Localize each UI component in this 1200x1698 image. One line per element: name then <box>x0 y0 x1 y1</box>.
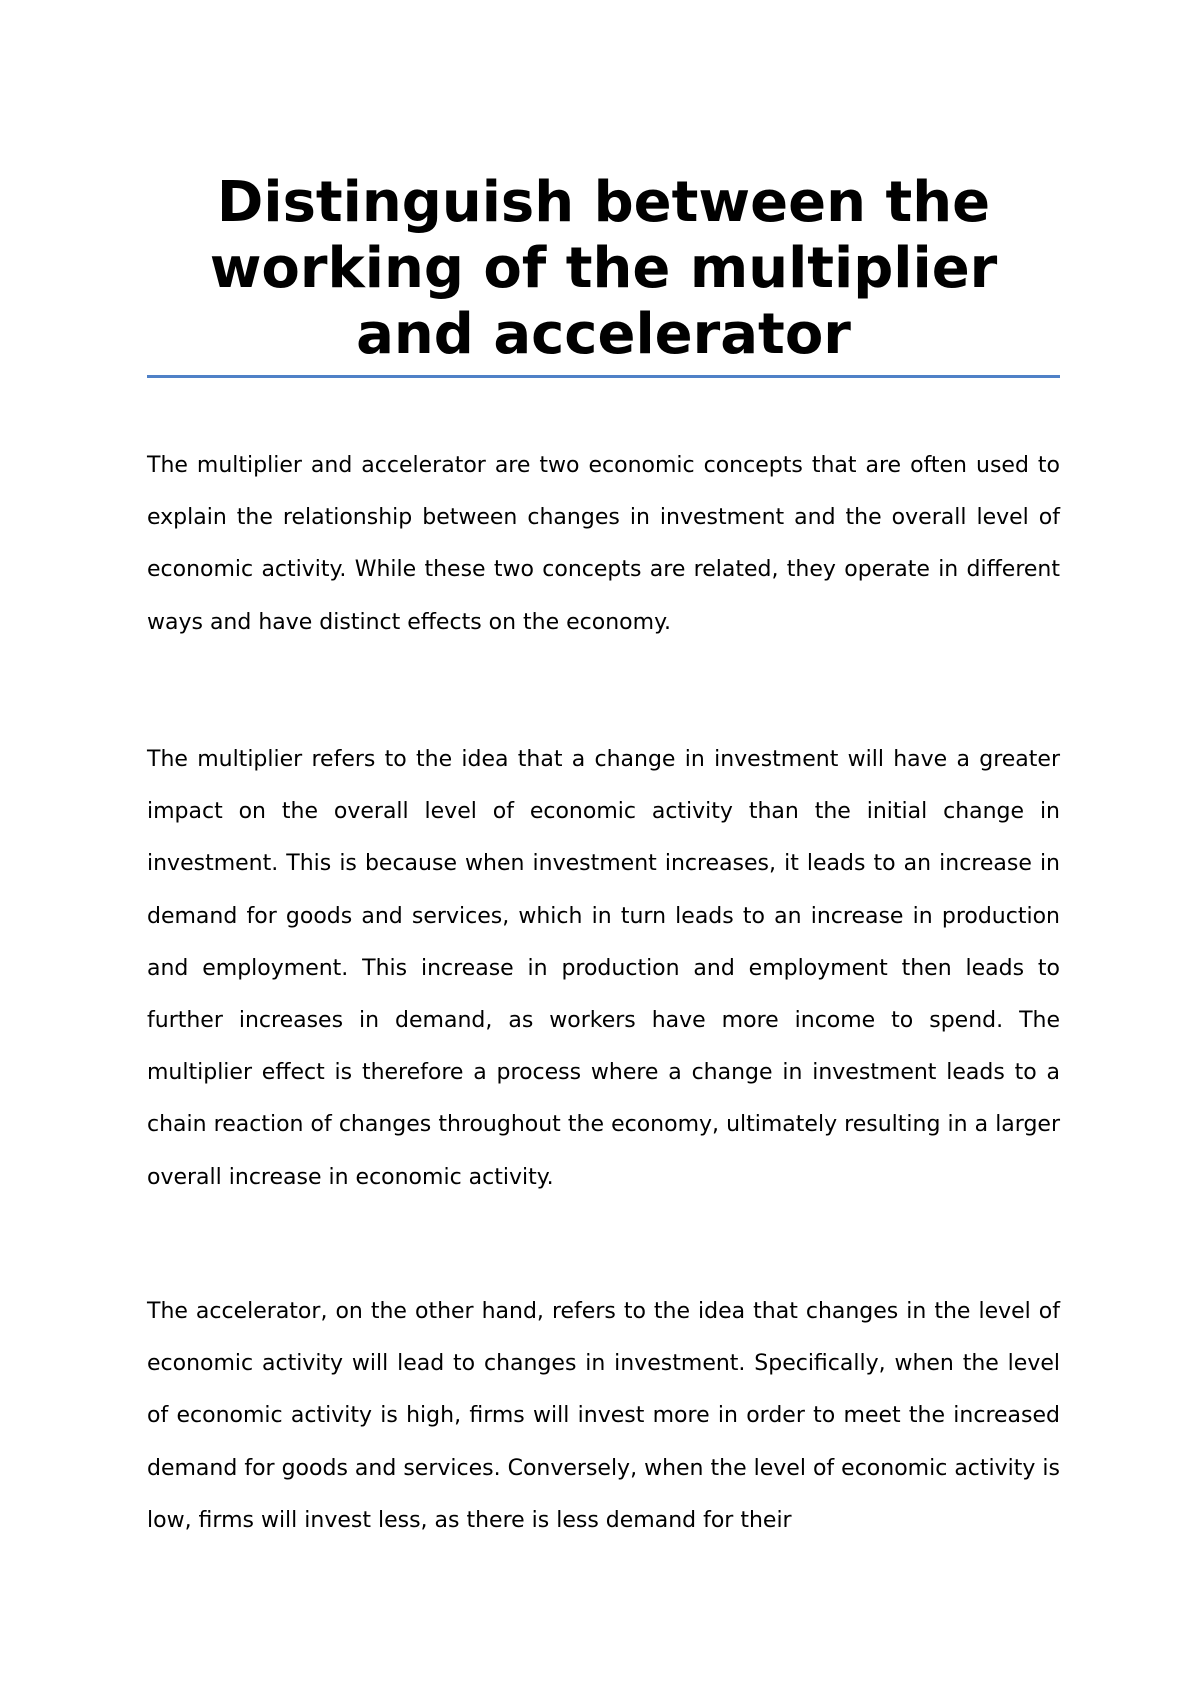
paragraph-intro: The multiplier and accelerator are two economic concepts that are often used to explain the relationship between changes in investment and the overall level of economic activity. While these two concepts are related, they operate in different ways and have distinct effects on the economy. <box>147 453 1060 635</box>
paragraph-multiplier: The multiplier refers to the idea that a change in investment will have a greater impact on the overall level of economic activity than the initial change in investment. This is because when investment increases, it leads to an increase in demand for goods and services, which in turn leads to an increase in production and employment. This increase in production and employment then leads to further increases in demand, as workers have more income to spend. The multiplier effect is therefore a process where a change in investment leads to a chain reaction of changes throughout the economy, ultimately resulting in a larger overall increase in economic activity. <box>147 747 1060 1190</box>
document-title: Distinguish between the working of the multiplier and accelerator <box>209 170 998 367</box>
paragraph-accelerator: The accelerator, on the other hand, refers to the idea that changes in the level of economic activity will lead to changes in investment. Specifically, when the level of economic activity is high, firms will invest more in order to meet the increased demand for goods and services. Conversely, when the level of economic activity is low, firms will invest less, as there is less demand for their <box>147 1299 1060 1533</box>
title-underline-rule <box>147 375 1060 378</box>
